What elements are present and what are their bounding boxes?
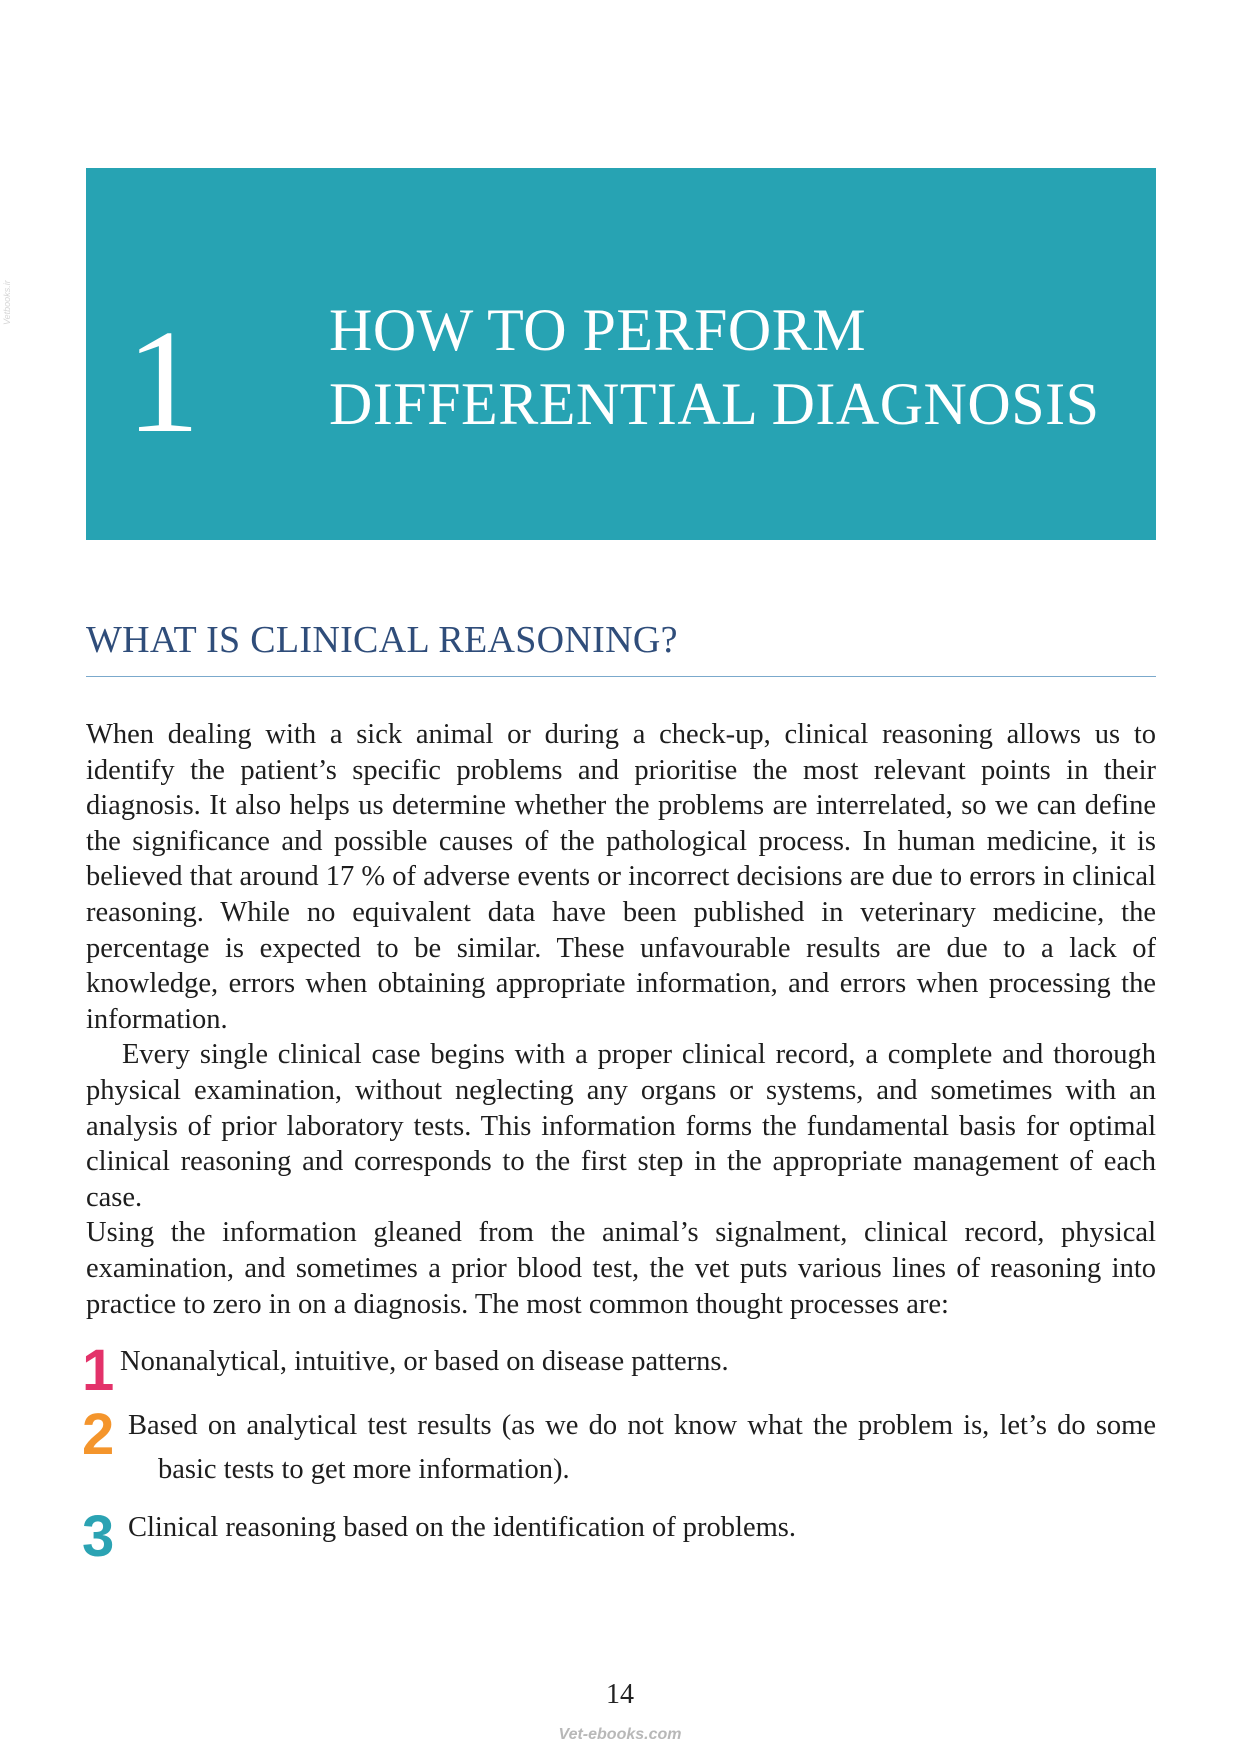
page-number: 14 (606, 1679, 634, 1710)
list-text-3: Clinical reasoning based on the identification of problems. (128, 1512, 796, 1543)
section-divider (86, 676, 1156, 677)
chapter-title-line-2: DIFFERENTIAL DIAGNOSIS (329, 371, 1100, 437)
paragraph-1: When dealing with a sick animal or during a check-up, clinical reasoning allows us to identify the patient’s specific problems and prioritise the most relevant points in their diagnosis. It also helps us determine whether the problems are interrelated, so we can define the significance and possible causes of the pathological process. In human medicine, it is believed that around 17 % of adverse events or incorrect decisions are due to errors in clinical reasoning. While no equivalent data have been published in veterinary medicine, the percentage is expected to be similar. These unfavourable results are due to a lack of knowledge, errors when obtaining appropriate information, and errors when processing the information. (86, 719, 1156, 1035)
list-item-1 (82, 1338, 1156, 1403)
list-number-3: 3 (82, 1504, 115, 1569)
section-heading: WHAT IS CLINICAL REASONING? (86, 619, 678, 661)
paragraph-2: Every single clinical case begins with a proper clinical record, a complete and thorough physical examination, without neglecting any organs or systems, and sometimes with an analysis of prior laboratory tests. This information forms the fundamental basis for optimal clinical reasoning and corresponds to the first step in the appropriate management of each case. (86, 1039, 1156, 1213)
list-item-3 (82, 1504, 1156, 1569)
paragraph-3: Using the information gleaned from the animal’s signalment, clinical record, physical examination, and sometimes a prior blood test, the vet puts various lines of reasoning into practice to zero in on a diagnosis. The most common thought processes are: (86, 1217, 1156, 1320)
chapter-banner (86, 168, 1156, 540)
list-text-2: Based on analytical test results (as we do not know what the problem is, let’s do some basic tests to get more information). (128, 1410, 1156, 1485)
list-number-1: 1 (82, 1338, 115, 1403)
footer-logo: Vet-ebooks.com (558, 1726, 682, 1743)
list-number-2: 2 (82, 1402, 115, 1467)
body-text (86, 717, 1156, 1322)
list-text-1: Nonanalytical, intuitive, or based on disease patterns. (120, 1346, 729, 1377)
chapter-title (329, 293, 1149, 441)
chapter-title-line-1: HOW TO PERFORM (329, 297, 867, 363)
list-item-2 (82, 1404, 1156, 1492)
side-watermark: Vetbooks.ir (2, 280, 12, 325)
chapter-number: 1 (126, 300, 200, 464)
